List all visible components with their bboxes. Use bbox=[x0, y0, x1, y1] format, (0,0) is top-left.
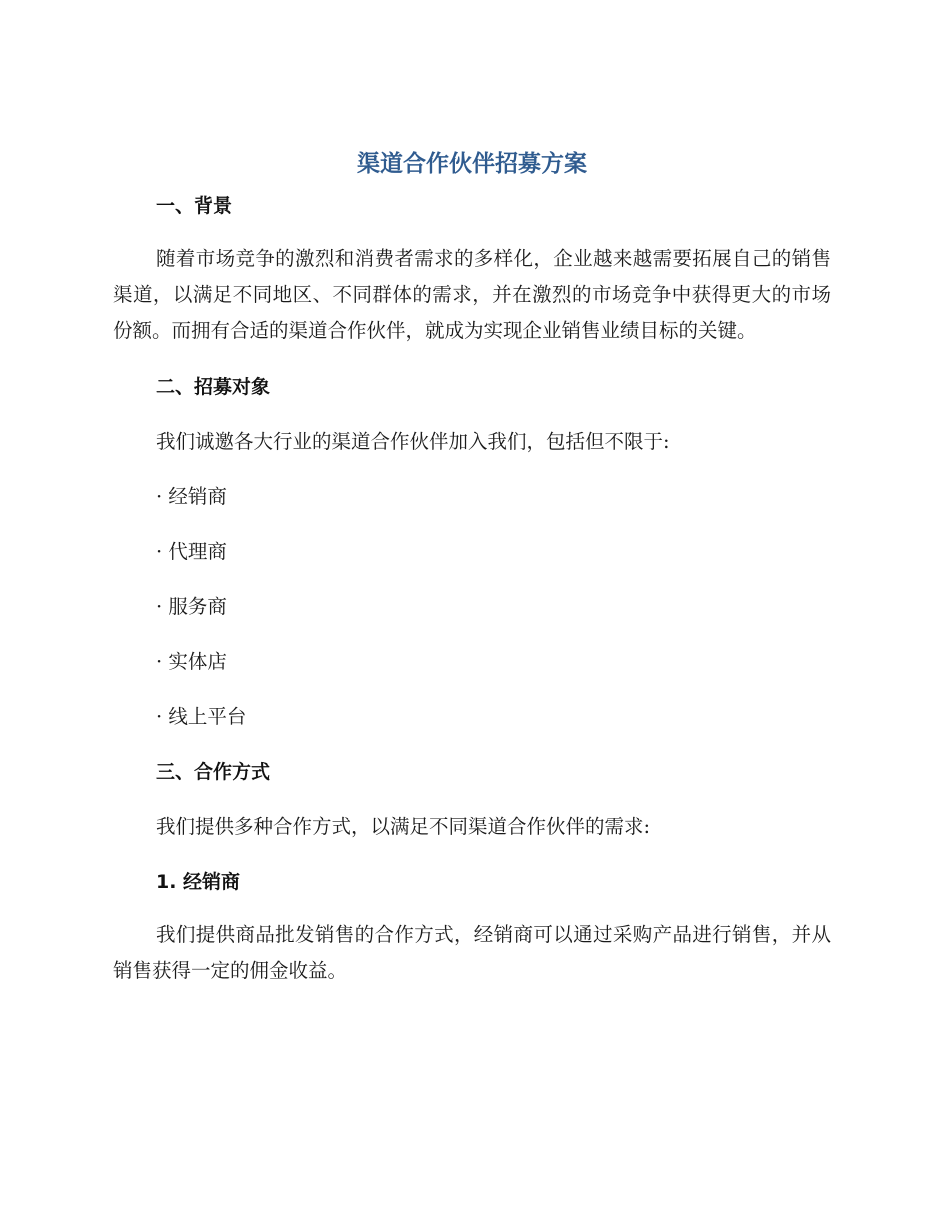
document-content bbox=[113, 142, 831, 989]
document-title: 渠道合作伙伴招募方案 bbox=[357, 151, 587, 177]
list-item: · 服务商 bbox=[156, 595, 227, 618]
cooperation-intro: 我们提供多种合作方式，以满足不同渠道合作伙伴的需求: bbox=[156, 815, 651, 838]
list-item: · 实体店 bbox=[156, 650, 227, 673]
list-item: · 经销商 bbox=[156, 485, 227, 508]
section-heading-background: 一、背景 bbox=[156, 195, 233, 217]
list-item: · 线上平台 bbox=[156, 705, 247, 728]
section-heading-targets: 二、招募对象 bbox=[156, 376, 271, 398]
background-paragraph: 随着市场竞争的激烈和消费者需求的多样化，企业越来越需要拓展自己的销售渠道，以满足不同地区、不同群体的需求，并在激烈的市场竞争中获得更大的市场份额。而拥有合适的渠道合作伙伴，就成为实现企业销售业绩目标的关键。 bbox=[113, 247, 831, 342]
targets-intro: 我们诚邀各大行业的渠道合作伙伴加入我们，包括但不限于: bbox=[156, 430, 670, 453]
subsection-heading-distributor: 1. 经销商 bbox=[156, 871, 241, 893]
section-heading-cooperation: 三、合作方式 bbox=[156, 761, 271, 783]
list-item: · 代理商 bbox=[156, 540, 227, 563]
distributor-paragraph: 我们提供商品批发销售的合作方式，经销商可以通过采购产品进行销售，并从销售获得一定的佣金收益。 bbox=[113, 923, 831, 982]
